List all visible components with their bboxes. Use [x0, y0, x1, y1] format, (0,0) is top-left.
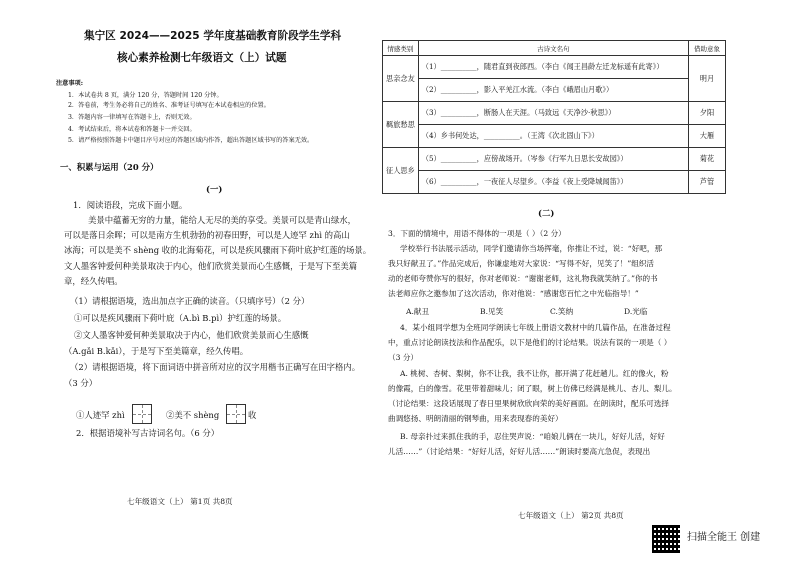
- question-4-option-a: A. 桃树、杏树、梨树，你不让我，我不让你，都开满了花赶趟儿。红的像火，粉: [400, 369, 669, 378]
- question-4-option-a: 的像霞，白的像雪。花里带着甜味儿；闭了眼，树上仿佛已经满是桃儿、杏儿、梨儿。: [388, 384, 677, 393]
- part-heading: (二): [538, 208, 555, 218]
- table-cell-image: 菊花: [689, 148, 726, 171]
- option-a[interactable]: A.献丑: [406, 307, 430, 316]
- table-cell-line: （6）__________，一夜征人尽望乡。（李益《夜上受降城闻笛》）: [418, 171, 688, 194]
- table-header: 古诗文名句: [418, 41, 688, 56]
- qr-code-icon: [652, 525, 680, 553]
- question-2: 2．根据语境补写古诗词名句。（6 分）: [76, 428, 220, 438]
- passage-line: 美景中蕴蓄无穷的力量，能给人无尽的美的享受。美景可以是青山绿水，: [88, 215, 356, 225]
- table-cell-category: 思亲念友: [383, 56, 419, 102]
- passage-line: 文人墨客钟爱何种美景取决于内心，他们欣赏美景而心生感慨，于是写下至美篇: [64, 261, 358, 271]
- question-1-2-b: ②美不 shèng: [166, 410, 220, 420]
- table-cell-line: （4）乡书何处达，__________。（王湾《次北固山下》）: [418, 125, 688, 148]
- option-c[interactable]: C.笑纳: [550, 307, 574, 316]
- question-3-text: 我只好献丑了。”作品完成后，你谦虚地对大家说：“写得不好，见笑了！”组织活: [388, 259, 655, 268]
- question-1-2-b-end: 收: [248, 410, 257, 420]
- page-2: [370, 0, 794, 561]
- passage-line: 可以是落日余晖；可以是南方生机勃勃的初春田野，可以是人迹罕 zhì 的高山: [64, 230, 350, 240]
- question-3-text: 动的老师夸赞你写的很好，你对老师说：“谢谢老师，这礼物我就笑纳了。”你的书: [388, 274, 658, 283]
- notice-item: 4．考试结束后，将本试卷和答题卡一并交回。: [68, 126, 196, 133]
- question-4-option-a: 曲调悠扬、明朗清丽的钢琴曲，用来表现春的美好）: [388, 414, 563, 423]
- question-4-option-b: 儿活……”（讨论结果：“好好儿活，好好儿活……”朗读时要高亢急促，表现出: [388, 447, 651, 456]
- question-4: 4．某小组同学想为全班同学朗读七年级上册语文教材中的几篇作品，在准备过程: [400, 323, 671, 332]
- table-cell-image: 大雁: [689, 125, 726, 148]
- table-header: 借助意象: [689, 41, 726, 56]
- question-4: 中，重点讨论朗读技法和作品配乐，以下是他们的讨论结果。说法有误的一项是（ ）: [388, 338, 672, 347]
- question-4: （3 分）: [388, 353, 419, 362]
- question-1-2-points: （3 分）: [64, 378, 98, 388]
- notice-item: 3．答题内容一律填写在答题卡上，否则无效。: [68, 114, 196, 121]
- notice-item: 5．请严格按照答题卡中题目序号对应的答题区域内作答，超出答题区域书写的答案无效。: [68, 137, 314, 144]
- option-b[interactable]: B.见笑: [480, 307, 504, 316]
- question-1: 1．阅读语段，完成下面小题。: [73, 200, 188, 210]
- table-cell-line: （1）__________，随君直到夜郎西。（李白《闻王昌龄左迁龙标遥有此寄》）: [418, 56, 688, 79]
- question-3-text: 法老师应你之邀参加了这次活动，你对他说：“感谢您百忙之中光临指导！”: [388, 289, 639, 298]
- table-cell-category: 羁旅愁思: [383, 102, 419, 148]
- notice-title: 注意事项:: [56, 80, 84, 87]
- scanner-watermark: 扫描全能王 创建: [687, 532, 761, 543]
- question-3: 3．下面的情境中，用语不得体的一项是（ ）（2 分）: [388, 229, 566, 238]
- page-1: [0, 0, 384, 561]
- question-1-2-a: ①人迹罕 zhì: [76, 410, 125, 420]
- page-footer: 七年级语文（上） 第1页 共8页: [127, 497, 233, 506]
- table-cell-image: 芦管: [689, 171, 726, 194]
- passage-line: 冰海；可以是美不 shèng 收的北海菊花，可以是疾风骤雨下荷叶底护红莲的场景。: [64, 245, 372, 255]
- question-1-2: （2）请根据语境，将下面词语中拼音所对应的汉字用楷书正确写在田字格内。: [70, 362, 361, 372]
- poetry-table: [382, 40, 726, 194]
- notice-item: 1．本试卷共 8 页，满分 120 分，答题时间 120 分钟。: [68, 92, 223, 99]
- question-1-1-a: ①可以是疾风骤雨下荷叶庇（A.bì B.pì）护红莲的场景。: [74, 313, 287, 323]
- exam-title-line2: 核心素养检测七年级语文（上）试题: [117, 52, 287, 64]
- table-cell-line: （5）__________，应傍战场开。（岑参《行军九日思长安故园》）: [418, 148, 688, 171]
- page-footer: 七年级语文（上） 第2页 共8页: [518, 511, 624, 520]
- question-1-1: （1）请根据语境，选出加点字正确的读音。（只填序号）（2 分）: [70, 296, 310, 306]
- table-cell-category: 征人思乡: [383, 148, 419, 194]
- table-cell-image: 明月: [689, 56, 726, 102]
- question-4-option-b: B. 母亲扑过来抓住我的手，忍住哭声说：“咱娘儿俩在一块儿，好好儿活，好好: [400, 432, 665, 441]
- passage-line: 章，经久传唱。: [64, 276, 123, 286]
- tianzige-box[interactable]: [132, 404, 152, 424]
- exam-title-line1: 集宁区 2024——2025 学年度基础教育阶段学生学科: [84, 30, 342, 42]
- tianzige-box[interactable]: [226, 404, 246, 424]
- table-cell-line: （2）__________，影入平羌江水流。（李白《峨眉山月歌》）: [418, 79, 688, 102]
- notice-item: 2．答卷前，考生务必将自己的姓名、准考证号填写在本试卷相应的位置。: [68, 102, 270, 109]
- question-1-1-c: （A.gǎi B.kǎi），于是写下至美篇章，经久传唱。: [64, 346, 249, 356]
- table-cell-line: （3）__________，断肠人在天涯。（马致远《天净沙·秋思》）: [418, 102, 688, 125]
- table-header: 情感类别: [383, 41, 419, 56]
- section-heading: 一、积累与运用（20 分）: [60, 162, 159, 172]
- question-4-option-a: （讨论结果：这段话展现了春日里果树欣欣向荣的美好画面。在朗读时，配乐可选择: [388, 399, 669, 408]
- part-heading: (一): [206, 184, 223, 194]
- question-3-text: 学校举行书法展示活动，同学们邀请你当场挥毫，你推让不过，说：“好吧，那: [400, 244, 663, 253]
- option-d[interactable]: D.光临: [624, 307, 648, 316]
- question-1-1-b: ②文人墨客钟爱何种美景取决于内心，他们欣赏美景而心生感慨: [74, 330, 309, 340]
- table-cell-image: 夕阳: [689, 102, 726, 125]
